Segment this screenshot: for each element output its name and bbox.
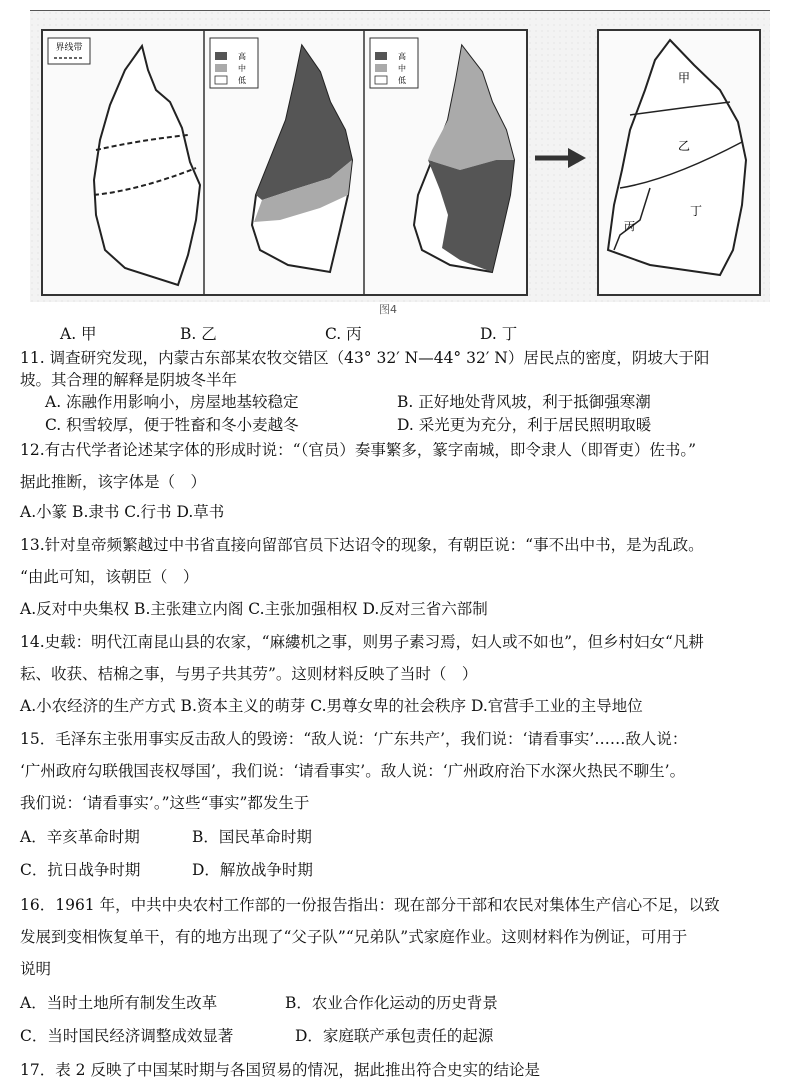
q15-option-a: A．辛亥革命时期 bbox=[20, 828, 140, 846]
q11-option-b: B. 正好地处背风坡，利于抵御强寒潮 bbox=[397, 393, 651, 411]
q10-option-b: B. 乙 bbox=[180, 325, 217, 343]
panel-3-legend-high: 高 bbox=[398, 52, 406, 61]
figure-4-map bbox=[30, 10, 770, 320]
q13-options: A.反对中央集权 B.主张建立内阁 C.主张加强相权 D.反对三省六部制 bbox=[20, 600, 488, 618]
q14-options: A.小农经济的生产方式 B.资本主义的萌芽 C.男尊女卑的社会秩序 D.官营手工业的主导地位 bbox=[20, 697, 643, 715]
q15-options-row-2 bbox=[20, 858, 790, 880]
q11-stem-2: 坡。其合理的解释是阴坡冬半年 bbox=[20, 371, 238, 389]
q14-stem-1: 14.史载：明代江南昆山县的农家，“麻縷机之事，则男子素习焉，妇人或不如也”，但乡村妇女“凡耕 bbox=[20, 633, 704, 651]
region-label-jia: 甲 bbox=[678, 71, 691, 85]
region-label-ding: 丁 bbox=[690, 204, 703, 218]
panel-2-legend-high: 高 bbox=[238, 52, 246, 61]
q12-stem-2: 据此推断，该字体是（ ） bbox=[20, 473, 207, 491]
q11-option-c: C. 积雪较厚，便于牲畜和冬小麦越冬 bbox=[45, 416, 299, 434]
q10-options bbox=[60, 322, 800, 344]
q14-stem-2: 耘、收获、桔棉之事，与男子共其劳”。这则材料反映了当时（ ） bbox=[20, 665, 478, 683]
q16-stem-1: 16．1961 年，中共中央农村工作部的一份报告指出：现在部分干部和农民对集体生产信心不足，以致 bbox=[20, 896, 720, 914]
q11-options-row-1 bbox=[45, 390, 800, 412]
q10-option-d: D. 丁 bbox=[480, 325, 518, 343]
region-label-bing: 丙 bbox=[624, 220, 635, 233]
q15-option-b: B．国民革命时期 bbox=[192, 828, 312, 846]
q10-option-a: A. 甲 bbox=[60, 325, 97, 343]
panel-1-legend-label: 界线带 bbox=[55, 43, 83, 53]
region-label-yi: 乙 bbox=[678, 139, 691, 153]
q15-stem-1: 15．毛泽东主张用事实反击敌人的毁谤：“敌人说：‘广东共产’，我们说：‘请看事实’……敌人说： bbox=[20, 730, 688, 748]
q16-stem-2: 发展到变相恢复单干，有的地方出现了“父子队”“兄弟队”式家庭作业。这则材料作为例证，可用于 bbox=[20, 928, 688, 946]
q11-options-row-2 bbox=[45, 413, 800, 435]
q16-stem-3: 说明 bbox=[20, 960, 52, 978]
q16-options-row-2 bbox=[20, 1024, 790, 1046]
q11-stem-1: 11. 调查研究发现，内蒙古东部某农牧交错区（43° 32′ N—44° 32′ N）居民点的密度，阴坡大于阳 bbox=[20, 349, 710, 367]
q15-options-row-1 bbox=[20, 825, 790, 847]
q16-options-row-1 bbox=[20, 991, 790, 1013]
q16-option-b: B．农业合作化运动的历史背景 bbox=[285, 994, 498, 1012]
panel-2-legend-mid: 中 bbox=[238, 64, 246, 73]
figure-4 bbox=[30, 10, 770, 320]
q16-option-c: C．当时国民经济调整成效显著 bbox=[20, 1027, 234, 1045]
q13-stem-1: 13.针对皇帝频繁越过中书省直接向留部官员下达诏令的现象，有朝臣说：“事不出中书，是为乱政。 bbox=[20, 536, 704, 554]
q15-stem-2: ‘广州政府勾联俄国丧权辱国’，我们说：‘请看事实’。敌人说：‘广州政府治下水深火热民不聊生’。 bbox=[20, 762, 686, 780]
q15-option-c: C．抗日战争时期 bbox=[20, 861, 141, 879]
figure-caption: 图4 bbox=[379, 303, 397, 316]
panel-3-legend-mid: 中 bbox=[398, 64, 406, 73]
q12-options: A.小篆 B.隶书 C.行书 D.草书 bbox=[20, 503, 225, 521]
q15-stem-3: 我们说：‘请看事实’。”这些“事实”都发生于 bbox=[20, 794, 310, 812]
q16-option-d: D．家庭联产承包责任的起源 bbox=[295, 1027, 494, 1045]
q10-option-c: C. 丙 bbox=[325, 325, 362, 343]
q16-option-a: A．当时土地所有制发生改革 bbox=[20, 994, 218, 1012]
panel-3-legend-low: 低 bbox=[398, 76, 406, 85]
q13-stem-2: “由此可知，该朝臣（ ） bbox=[20, 568, 199, 586]
q15-option-d: D．解放战争时期 bbox=[192, 861, 313, 879]
panel-2-legend-low: 低 bbox=[238, 76, 246, 85]
q11-option-a: A. 冻融作用影响小，房屋地基较稳定 bbox=[45, 393, 299, 411]
q17-stem-1: 17．表 2 反映了中国某时期与各国贸易的情况，据此推出符合史实的结论是 bbox=[20, 1061, 540, 1079]
q11-option-d: D. 采光更为充分，利于居民照明取暖 bbox=[397, 416, 652, 434]
q12-stem-1: 12.有古代学者论述某字体的形成时说：“（官员）奏事繁多，篆字南城，即令隶人（即胥吏）佐书。” bbox=[20, 441, 697, 459]
